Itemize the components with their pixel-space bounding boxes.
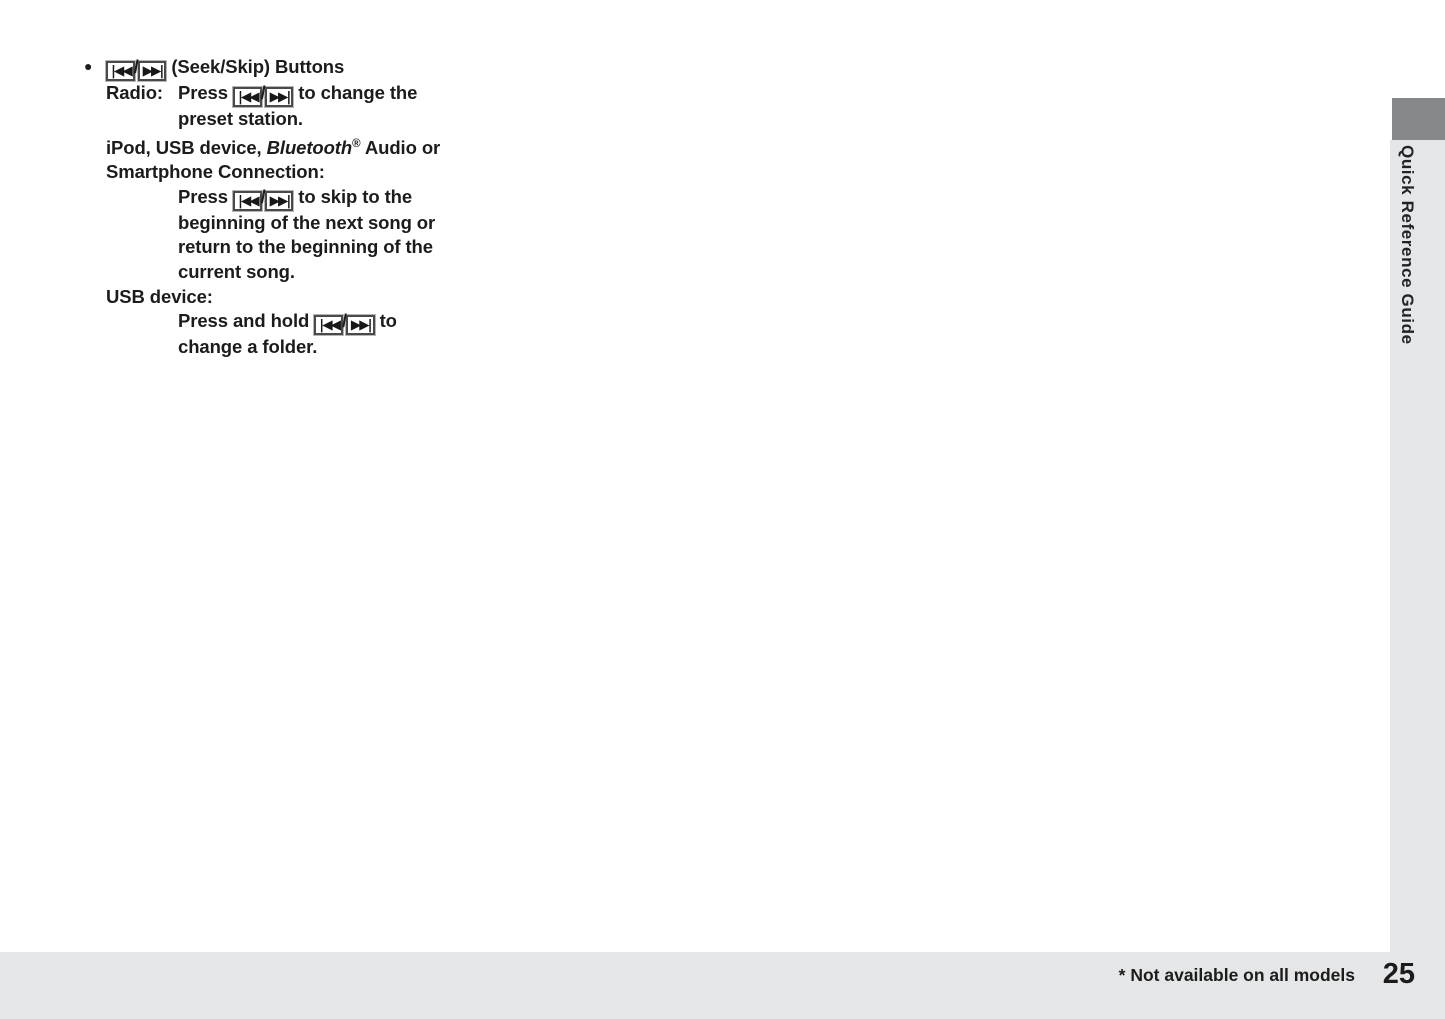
radio-instruction-text	[178, 81, 417, 132]
seek-skip-buttons-icon	[106, 56, 166, 77]
seek-button-icon: |◀◀	[233, 87, 262, 107]
radio-instruction	[106, 81, 440, 132]
chapter-title-vertical: Quick Reference Guide	[1398, 145, 1417, 345]
skip-line-1	[178, 185, 440, 211]
skip-line-4: current song.	[178, 260, 295, 282]
chapter-tab-marker	[1392, 98, 1445, 140]
usb-press-suffix: to	[374, 310, 397, 332]
radio-line-2: preset station.	[178, 108, 303, 129]
separator: /	[260, 83, 266, 103]
separator: /	[133, 57, 139, 77]
skip-button-icon: ▶▶|	[138, 61, 167, 81]
sources-pre: iPod, USB device,	[106, 136, 267, 158]
usb-line-1	[178, 309, 440, 335]
skip-button-icon: ▶▶|	[265, 87, 294, 107]
usb-press-prefix: Press and hold	[178, 310, 315, 332]
seek-skip-buttons-icon	[314, 310, 374, 334]
separator: /	[341, 311, 347, 332]
sources-post: Audio or	[360, 136, 441, 158]
seek-skip-buttons-icon	[233, 186, 293, 207]
sources-line-1	[106, 132, 440, 161]
seek-button-icon: |◀◀	[106, 61, 135, 81]
section-body	[106, 81, 440, 360]
radio-line-1	[178, 81, 417, 107]
registered-mark: ®	[352, 137, 361, 150]
usb-instruction	[178, 309, 440, 360]
radio-label: Radio:	[106, 82, 163, 103]
footnote: * Not available on all models	[1118, 965, 1355, 985]
bluetooth-word: Bluetooth	[266, 136, 353, 158]
skip-button-icon: ▶▶|	[346, 315, 375, 335]
seek-button-icon: |◀◀	[314, 315, 343, 335]
skip-press-suffix: to skip to the	[293, 185, 413, 207]
section-heading	[84, 54, 440, 81]
skip-press-prefix: Press	[178, 185, 233, 207]
seek-skip-section	[84, 54, 440, 360]
seek-button-icon: |◀◀	[233, 191, 262, 211]
page-footer	[0, 952, 1445, 1019]
radio-press-prefix: Press	[178, 82, 233, 103]
usb-label: USB device:	[106, 285, 213, 307]
skip-line-3: return to the beginning of the	[178, 236, 433, 258]
heading-text: (Seek/Skip) Buttons	[166, 56, 345, 77]
separator: /	[260, 186, 266, 207]
skip-line-2: beginning of the next song or	[178, 211, 436, 233]
skip-instruction	[178, 185, 440, 285]
seek-skip-buttons-icon	[233, 82, 293, 103]
usb-line-2: change a folder.	[178, 336, 318, 358]
skip-button-icon: ▶▶|	[265, 191, 294, 211]
page-number: 25	[1382, 958, 1415, 990]
sources-line-2: Smartphone Connection:	[106, 161, 325, 183]
radio-press-suffix: to change the	[293, 82, 418, 103]
bullet-icon: ●	[84, 58, 93, 74]
